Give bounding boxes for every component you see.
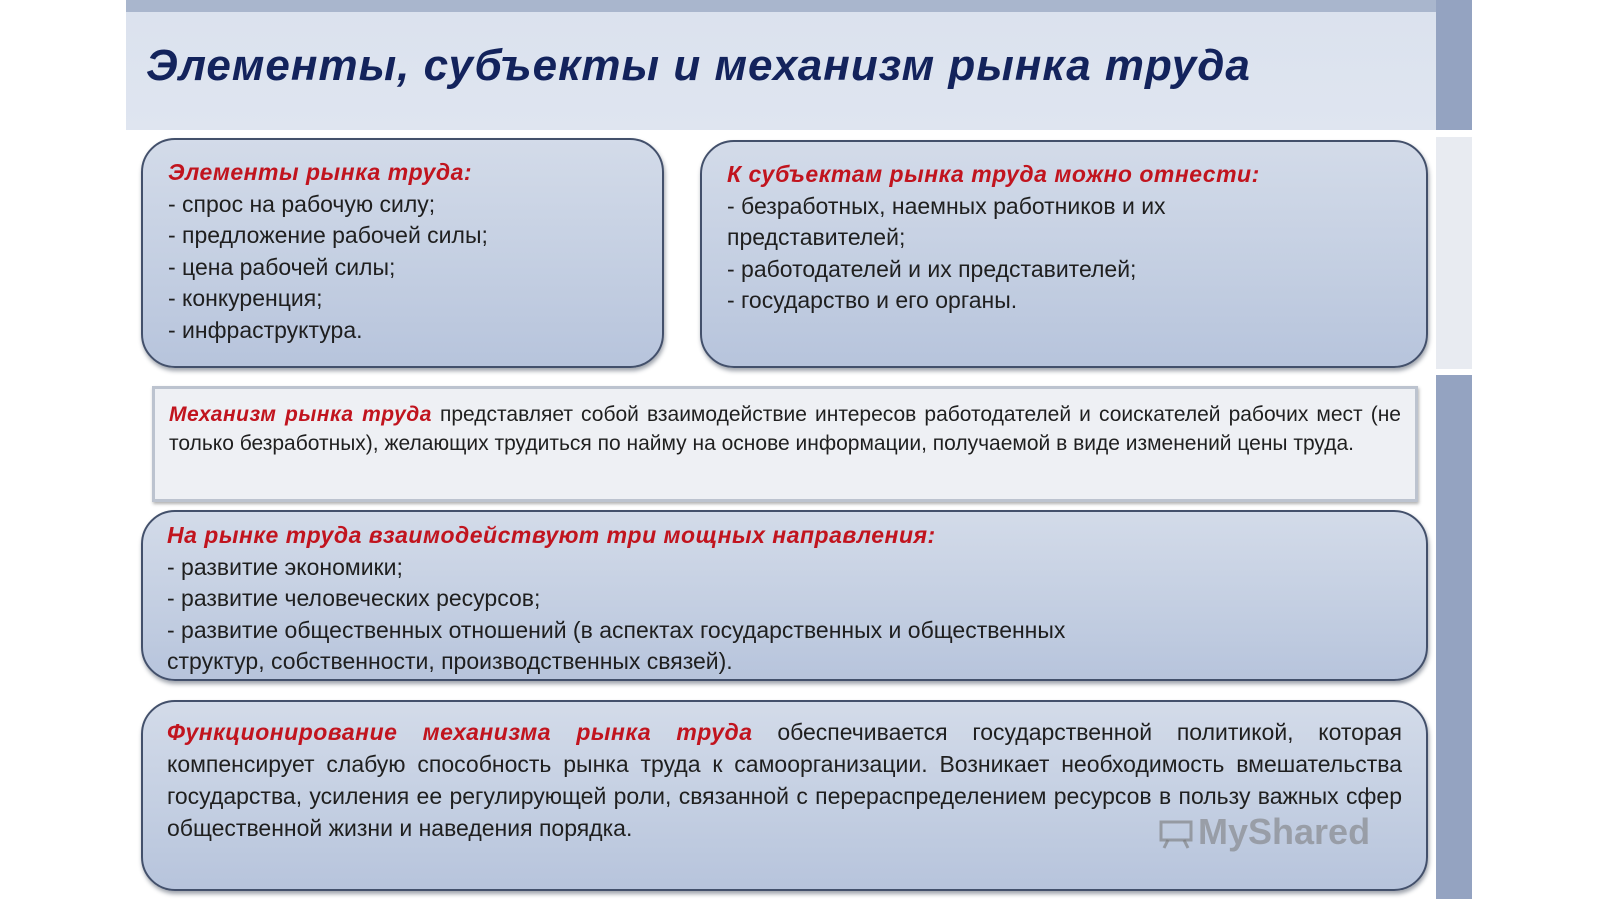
list-item: - цена рабочей силы; — [168, 253, 396, 280]
list-item: - развитие экономики; — [167, 553, 403, 580]
presentation-board-icon — [1158, 819, 1194, 849]
list-item: - развитие общественных отношений (в аспектах государственных и общественных — [167, 616, 1066, 643]
subjects-heading: К субъектам рынка труда можно отнести: — [727, 161, 1260, 187]
mechanism-text: представляет собой взаимодействие интересов работодателей и соискателей рабочих мест (не только безработных), желающих трудиться по найму на основе информации, получаемой в виде изменений цены труда. — [169, 403, 1401, 455]
list-item: - спрос на рабочую силу; — [168, 190, 436, 217]
list-item: - развитие человеческих ресурсов; — [167, 585, 541, 611]
three-directions-box — [141, 510, 1428, 681]
header-top-stripe — [126, 0, 1472, 12]
list-item: - безработных, наемных работников и их — [727, 192, 1166, 219]
directions-heading: На рынке труда взаимодействуют три мощных направления: — [167, 522, 936, 548]
myshared-watermark — [1158, 808, 1418, 856]
watermark-text: MyShared — [1198, 811, 1371, 852]
elements-heading: Элементы рынка труда: — [168, 159, 473, 185]
list-item: представителей; — [727, 224, 906, 250]
functioning-text: обеспечивается государственной политикой, которая компенсирует слабую способность рынка труда к самоорганизации. Возникает необходимость вмешательства государства, усиления ее регулирующей роли, связанной с перераспределением ресурсов в пользу важных сфер общественной жизни и наведения порядка. — [167, 719, 1403, 841]
right-accent-bar-top — [1436, 0, 1472, 130]
right-accent-bar-bottom — [1436, 375, 1472, 899]
right-accent-bar-middle — [1436, 137, 1472, 369]
mechanism-functioning-box — [141, 700, 1428, 891]
labor-market-elements-box — [141, 138, 664, 368]
list-item: - работодателей и их представителей; — [727, 255, 1137, 282]
functioning-term: Функционирование механизма рынка труда — [167, 719, 753, 745]
list-item: - предложение рабочей силы; — [168, 222, 488, 248]
list-item: структур, собственности, производственных связей). — [167, 648, 733, 674]
list-item: - инфраструктура. — [168, 316, 363, 343]
labor-market-subjects-box — [700, 140, 1428, 368]
labor-market-mechanism-box — [152, 386, 1418, 502]
list-item: - конкуренция; — [168, 285, 323, 311]
mechanism-term: Механизм рынка труда — [169, 403, 432, 426]
slide-title: Элементы, субъекты и механизм рынка труда — [146, 41, 1251, 90]
list-item: - государство и его органы. — [727, 287, 1018, 313]
